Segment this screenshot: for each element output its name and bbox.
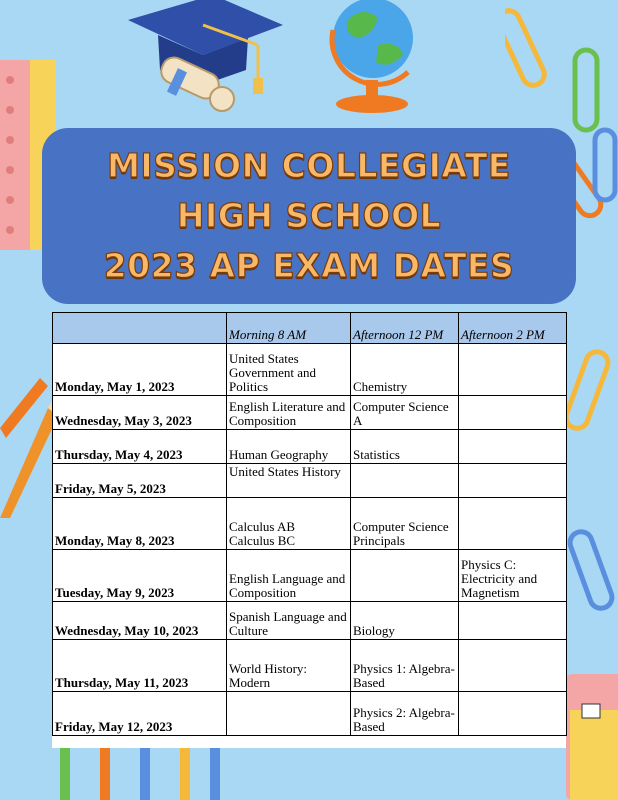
exam-afternoon-12: Statistics — [351, 430, 459, 464]
table-row — [53, 640, 567, 692]
paper-clip-icon — [566, 330, 618, 630]
table-row — [53, 396, 567, 430]
diploma-scroll-icon — [150, 55, 240, 125]
table-row — [53, 344, 567, 396]
exam-day: Thursday, May 11, 2023 — [53, 640, 227, 692]
pencil-icon — [40, 748, 230, 800]
table-row — [53, 550, 567, 602]
exam-schedule-table — [52, 312, 566, 748]
exam-afternoon-2 — [459, 602, 567, 640]
exam-morning-line: Calculus AB Calculus BC — [229, 519, 296, 548]
title-line-1: MISSION COLLEGIATE — [107, 146, 511, 185]
exam-day: Monday, May 1, 2023 — [53, 344, 227, 396]
exam-morning — [227, 692, 351, 736]
header-day — [53, 313, 227, 344]
exam-morning: English Language and Composition — [227, 550, 351, 602]
pencil-icon — [0, 368, 58, 518]
exam-morning — [227, 498, 351, 550]
exam-afternoon-12: Physics 2: Algebra-Based — [351, 692, 459, 736]
exam-day: Friday, May 5, 2023 — [53, 464, 227, 498]
exam-morning: United States History — [227, 464, 351, 498]
exam-afternoon-2 — [459, 430, 567, 464]
exam-afternoon-12 — [351, 464, 459, 498]
exam-morning: Human Geography — [227, 430, 351, 464]
table-row — [53, 430, 567, 464]
exam-morning: United States Government and Politics — [227, 344, 351, 396]
table-row — [53, 602, 567, 640]
exam-afternoon-2 — [459, 640, 567, 692]
exam-afternoon-2 — [459, 498, 567, 550]
title-banner — [42, 128, 576, 304]
exam-day: Friday, May 12, 2023 — [53, 692, 227, 736]
exam-morning: Spanish Language and Culture — [227, 602, 351, 640]
exam-afternoon-2 — [459, 692, 567, 736]
notebook-icon — [560, 670, 618, 800]
exam-day: Thursday, May 4, 2023 — [53, 430, 227, 464]
header-afternoon-12: Afternoon 12 PM — [351, 313, 459, 344]
table-row — [53, 464, 567, 498]
exam-day: Wednesday, May 10, 2023 — [53, 602, 227, 640]
table-row — [53, 498, 567, 550]
exam-day: Wednesday, May 3, 2023 — [53, 396, 227, 430]
exam-afternoon-12: Computer Science Principals — [351, 498, 459, 550]
exam-morning: English Literature and Composition — [227, 396, 351, 430]
title-line-2: HIGH SCHOOL — [176, 196, 442, 235]
table-header-row — [53, 313, 567, 344]
exam-afternoon-12 — [351, 550, 459, 602]
exam-morning: World History: Modern — [227, 640, 351, 692]
exam-afternoon-12: Biology — [351, 602, 459, 640]
exam-afternoon-12: Physics 1: Algebra-Based — [351, 640, 459, 692]
globe-icon — [318, 0, 428, 118]
title-line-3: 2023 AP EXAM DATES — [103, 246, 515, 285]
exam-afternoon-2 — [459, 344, 567, 396]
exam-afternoon-2 — [459, 396, 567, 430]
header-afternoon-2: Afternoon 2 PM — [459, 313, 567, 344]
exam-afternoon-2: Physics C: Electricity and Magnetism — [459, 550, 567, 602]
exam-afternoon-2 — [459, 464, 567, 498]
exam-afternoon-12: Computer Science A — [351, 396, 459, 430]
exam-afternoon-12: Chemistry — [351, 344, 459, 396]
table-row — [53, 692, 567, 736]
exam-day: Tuesday, May 9, 2023 — [53, 550, 227, 602]
exam-day: Monday, May 8, 2023 — [53, 498, 227, 550]
header-morning: Morning 8 AM — [227, 313, 351, 344]
